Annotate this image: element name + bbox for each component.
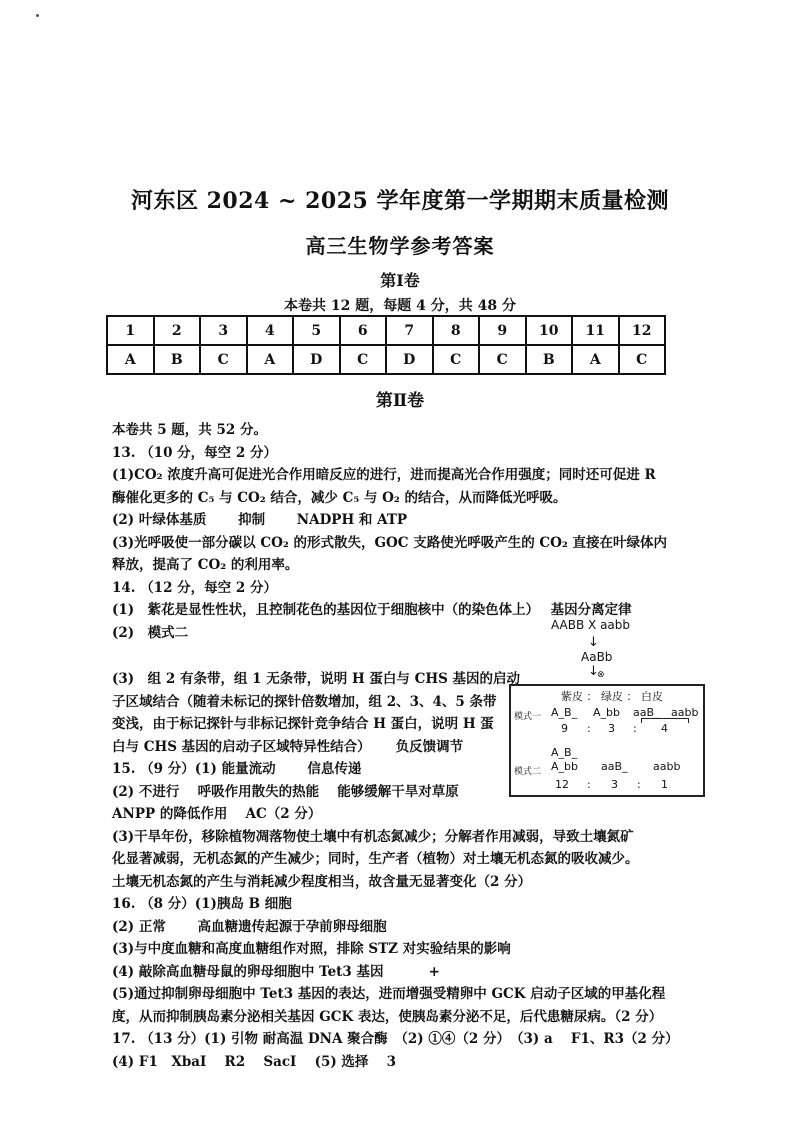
genotype-cell: aaB_ <box>601 760 628 773</box>
answer-line: 14. （12 分，每空 2 分） <box>112 579 277 596</box>
ratio-sep: : <box>587 722 591 735</box>
answer-cell: A <box>247 345 294 374</box>
answer-line: 释放，提高了 CO₂ 的利用率。 <box>112 557 299 573</box>
section1-heading: 第Ⅰ卷 <box>380 271 420 290</box>
answer-line: (3)干旱年份，移除植物凋落物使土壤中有机态氮减少；分解者作用减弱，导致土壤氮矿 <box>112 828 634 845</box>
ratio-cell: 3 <box>611 778 618 791</box>
answer-line: (2) 正常 高血糖遗传起源于孕前卵母细胞 <box>112 918 387 935</box>
answer-line: 16. （8 分）(1)胰岛 B 细胞 <box>112 896 292 912</box>
document-title: 河东区 2024 ~ 2025 学年度第一学期期末质量检测 <box>130 188 670 214</box>
genetic-cross-diagram <box>505 618 710 798</box>
answer-line: (3)光呼吸使一部分碳以 CO₂ 的形式散失，GOC 支路使光呼吸产生的 CO₂ 直接在叶绿体内 <box>112 534 668 551</box>
section2-heading: 第Ⅱ卷 <box>375 391 425 411</box>
question-number: 8 <box>433 316 480 345</box>
answer-cell: D <box>386 345 433 374</box>
answer-cell: C <box>200 345 247 374</box>
ratio-cell: 9 <box>561 722 568 735</box>
genotype-cell: A_bb <box>593 706 620 719</box>
ratio-sep: : <box>637 778 641 791</box>
answer-line: (2) 叶绿体基质 抑制 NADPH 和 ATP <box>112 512 408 528</box>
genotype-cell: A_bb <box>551 760 578 773</box>
answer-line: 15. （9 分）(1) 能量流动 信息传递 <box>112 761 362 777</box>
question-number: 1 <box>107 316 154 345</box>
answer-line: (5)通过抑制卵母细胞中 Tet3 基因的表达，进而增强受精卵中 GCK 启动子区域的甲基化程 <box>112 986 666 1002</box>
answer-line: 变浅，由于标记探针与非标记探针竞争结合 H 蛋白，说明 H 蛋 <box>112 716 494 732</box>
question-number: 6 <box>340 316 387 345</box>
down-arrow-icon: ↓ <box>588 664 599 679</box>
question-number: 10 <box>526 316 573 345</box>
question-number: 4 <box>247 316 294 345</box>
phenotype-header: 紫皮 ： 绿皮 ： 白皮 <box>561 690 663 703</box>
genotype-cell: A_B_ <box>551 746 578 759</box>
answer-cell: B <box>154 345 201 374</box>
answer-line: 17. （13 分）(1) 引物 耐高温 DNA 聚合酶 （2) ①④（2 分） （3) a F1、R3（2 分） <box>112 1031 679 1047</box>
answer-line: 土壤无机态氮的产生与消耗减少程度相当，故含量无显著变化（2 分） <box>112 873 532 890</box>
answer-line: (1) 紫花是显性性状，且控制花色的基因位于细胞核中（的染色体上） 基因分离定律 <box>112 602 632 618</box>
question-number: 7 <box>386 316 433 345</box>
phenotype-ratio-box <box>509 684 705 797</box>
answer-line: (4) F1 XbaⅠ R2 SacⅠ (5) 选择 3 <box>112 1053 397 1070</box>
answer-cell: A <box>572 345 619 374</box>
down-arrow-icon: ↓ <box>588 635 599 650</box>
ratio-sep: : <box>633 722 637 735</box>
ratio-cell: 3 <box>608 722 615 735</box>
document-subtitle: 高三生物学参考答案 <box>305 234 495 258</box>
question-number: 12 <box>619 316 666 345</box>
parental-cross: AABB X aabb <box>551 618 631 632</box>
answer-line: ANPP 的降低作用 AC（2 分） <box>112 806 322 822</box>
selfing-icon: ⊗ <box>597 670 605 680</box>
ratio-cell: 1 <box>661 778 668 791</box>
question-number: 2 <box>154 316 201 345</box>
answer-cell: C <box>619 345 666 374</box>
question-number: 9 <box>479 316 526 345</box>
answer-line: (4) 敲除高血糖母鼠的卵母细胞中 Tet3 基因 + <box>112 963 440 980</box>
answer-cell: A <box>107 345 154 374</box>
mode2-label: 模式二 <box>514 767 542 777</box>
question-number: 3 <box>200 316 247 345</box>
ratio-cell: 12 <box>555 778 569 791</box>
genotype-cell: aaB_ <box>633 706 660 719</box>
f1-genotype: AaBb <box>581 650 613 664</box>
answer-line: (2) 模式二 <box>112 624 189 641</box>
answer-line: 13. （10 分，每空 2 分） <box>112 444 277 461</box>
answer-cell: D <box>293 345 340 374</box>
answer-line: 白与 CHS 基因的启动子区域特异性结合） 负反馈调节 <box>112 738 464 755</box>
genotype-cell: aabb <box>653 760 681 773</box>
answer-line: 化显著减弱，无机态氮的产生减少；同时，生产者（植物）对土壤无机态氮的吸收减少。 <box>112 851 639 867</box>
answer-line: 度，从而抑制胰岛素分泌相关基因 GCK 表达，使胰岛素分泌不足，后代患糖尿病。（2 分） <box>112 1008 663 1025</box>
section1-note: 本卷共 12 题，每题 4 分，共 48 分 <box>284 298 516 314</box>
answer-table-answer-row <box>107 345 665 374</box>
answer-line: (3)与中度血糖和高度血糖组作对照，排除 STZ 对实验结果的影响 <box>112 941 511 957</box>
answer-line: (3) 组 2 有条带，组 1 无条带，说明 H 蛋白与 CHS 基因的启动 <box>112 671 521 687</box>
answer-cell: B <box>526 345 573 374</box>
mode1-label: 模式一 <box>514 712 542 722</box>
question-number: 5 <box>293 316 340 345</box>
answer-line: (2) 不进行 呼吸作用散失的热能 能够缓解干旱对草原 <box>112 783 459 800</box>
genotype-cell: aabb <box>671 706 699 719</box>
answer-cell: C <box>340 345 387 374</box>
answer-line: 本卷共 5 题，共 52 分。 <box>112 422 267 438</box>
answer-cell: C <box>433 345 480 374</box>
answer-line: 子区域结合（随着未标记的探针倍数增加，组 2、3、4、5 条带 <box>112 693 497 710</box>
answer-line: 酶催化更多的 C₅ 与 CO₂ 结合，减少 C₅ 与 O₂ 的结合，从而降低光呼吸。 <box>112 489 567 506</box>
scan-speck <box>36 14 39 17</box>
answer-table-number-row <box>107 316 665 345</box>
question-number: 11 <box>572 316 619 345</box>
ratio-sep: : <box>587 778 591 791</box>
ratio-cell: 4 <box>661 722 668 735</box>
genotype-cell: A_B_ <box>551 706 578 719</box>
answer-table <box>106 315 666 375</box>
answer-line: (1)CO₂ 浓度升高可促进光合作用暗反应的进行，进而提高光合作用强度；同时还可促进 R <box>112 467 656 483</box>
answer-cell: C <box>479 345 526 374</box>
